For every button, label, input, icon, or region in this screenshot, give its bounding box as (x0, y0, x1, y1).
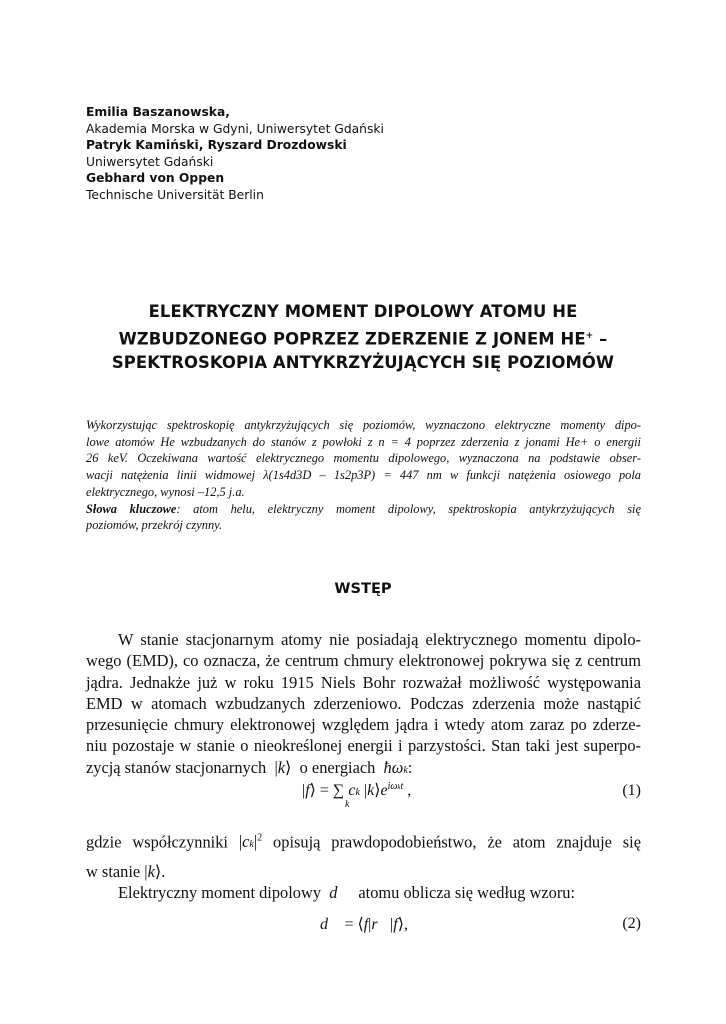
author-block (86, 104, 384, 204)
body-line: wego (EMD), co oznacza, że centrum chmury elektronowej pokrywa się z centrum (86, 651, 641, 671)
body-line: zycją stanów stacjonarnych |k⟩ o energiach ħωk: (86, 757, 413, 777)
abstract (86, 417, 641, 534)
section-heading: WSTĘP (334, 580, 392, 597)
abstract-line: lowe atomów He wzbudzanych do stanów z powłoki z n = 4 poprzez zderzenia z jonami He+ o energii (86, 434, 641, 449)
body-line: niu pozostaje w stanie o nieokreślonej energii i parzystości. Stan taki jest superpo- (86, 736, 641, 756)
equation-1-number: (1) (622, 782, 641, 799)
body-text: atomu oblicza się według wzoru: (358, 883, 576, 902)
title-superscript: + (585, 331, 594, 341)
body-line (86, 828, 641, 856)
equation-2-expression: d⃗ = ⟨f|r⃗|f⟩, (320, 916, 408, 933)
equation-2 (86, 914, 641, 942)
author-affiliation: Akademia Morska w Gdyni, Uniwersytet Gdański (86, 121, 384, 136)
author-affiliation: Uniwersytet Gdański (86, 154, 214, 169)
body-text: opisują prawdopodobieństwo, że atom znajduje się (273, 832, 641, 852)
author-name: Gebhard von Oppen (86, 171, 225, 186)
energy-symbol: ħωk (383, 757, 408, 777)
body-paragraph (86, 882, 641, 903)
body-paragraph (86, 629, 641, 781)
coefficient-squared: $|ck|^2$ (238, 832, 263, 852)
abstract-line: elektrycznego, wynosi –12,5 j.a. (86, 484, 245, 499)
author-affiliation: Technische Universität Berlin (86, 187, 264, 202)
author-name: Emilia Baszanowska, (86, 105, 230, 119)
body-line: przesunięcie chmury elektronowej względem jądra i wtedy atom zaraz po zderze- (86, 715, 641, 735)
abstract-line: wacji natężenia linii widmowej λ(1s4d3D – 1s2p3P) = 447 nm w funkcji natężenia osiowego pola (86, 468, 641, 483)
title-line-2-text: WZBUDZONEGO POPRZEZ ZDERZENIE Z JONEM HE (118, 329, 586, 349)
equation-1-expression: |f⟩ = ∑ ck $|k⟩e^{i\omega kt}$ , (302, 780, 412, 799)
body-line (86, 882, 641, 903)
sum-index: k (345, 799, 350, 810)
body-text: Elektryczny moment dipolowy (118, 883, 322, 902)
author-name: Patryk Kamiński, Ryszard Drozdowski (86, 138, 347, 153)
body-text: w stanie (86, 861, 141, 881)
body-line: jądra. Jednakże już w roku 1915 Niels Bohr rozważał możliwość występowania (86, 672, 641, 692)
body-text: o energiach (299, 757, 376, 777)
title-line-2 (86, 324, 640, 351)
ket-k: |k⟩ (274, 757, 292, 777)
dipole-vector-symbol: d⃗ (329, 883, 351, 902)
body-text: zycją stanów stacjonarnych (86, 757, 267, 777)
body-line: w stanie |k⟩. (86, 861, 166, 881)
paper-title (86, 300, 640, 375)
title-dash: – (593, 329, 608, 349)
keywords-line: poziomów, przekrój czynny. (86, 518, 223, 533)
keywords-line (86, 501, 641, 518)
title-line-3: SPEKTROSKOPIA ANTYKRZYŻUJĄCYCH SIĘ POZIOMÓW (111, 353, 615, 373)
body-line: W stanie stacjonarnym atomy nie posiadają elektrycznego momentu dipolo- (118, 630, 641, 649)
keywords-label: Słowa kluczowe (86, 501, 177, 516)
abstract-line: 26 keV. Oczekiwana wartość elektrycznego momentu dipolowego, wyznaczona na podstawie obser- (86, 451, 641, 466)
equation-1 (86, 780, 641, 810)
body-paragraph (86, 828, 641, 882)
body-text: gdzie współczynniki (86, 832, 228, 852)
keywords-text: : atom helu, elektryczny moment dipolowy, spektroskopia antykrzyżujących się (176, 501, 641, 516)
abstract-line: Wykorzystując spektroskopię antykrzyżujących się poziomów, wyznaczono elektryczne momenty dipo- (86, 418, 641, 432)
title-line-1: ELEKTRYCZNY MOMENT DIPOLOWY ATOMU HE (148, 302, 578, 321)
body-line: EMD w atomach wzbudzanych zderzeniowo. Podczas zderzenia może nastąpić (86, 693, 641, 713)
equation-2-number: (2) (622, 915, 641, 932)
